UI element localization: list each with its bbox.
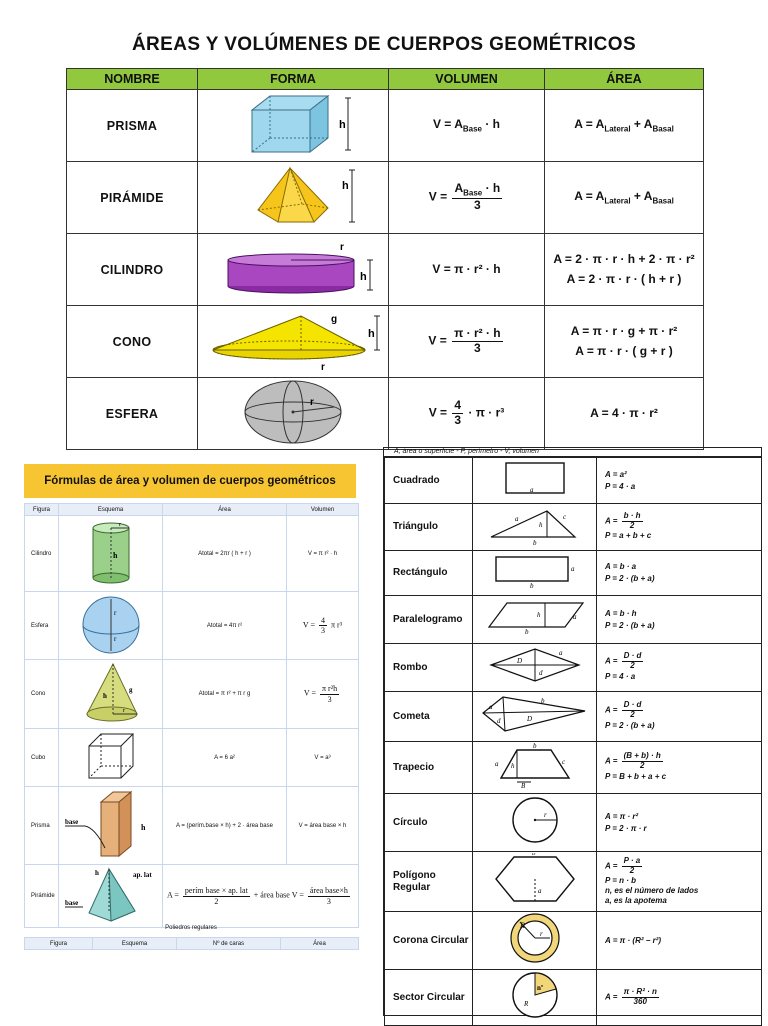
poly-perimeter: P = n · b xyxy=(605,875,637,885)
cylinder-area-line2: A = 2 · π · r · ( h + r ) xyxy=(566,271,682,286)
card-header-figura: Figura xyxy=(25,504,59,516)
cone-g-label: g xyxy=(331,314,338,325)
rect-area: A = b · a xyxy=(605,562,637,571)
cone-figure xyxy=(198,306,389,378)
shape-name: Rectángulo xyxy=(385,551,473,596)
pyramid-area-mid: + A xyxy=(630,188,653,203)
pyramid-aplat-label: ap. lat xyxy=(132,871,152,879)
trap-h-label: h xyxy=(510,762,514,770)
table-row xyxy=(385,912,762,970)
table-row xyxy=(25,865,359,928)
trap-area-lhs: A = xyxy=(605,756,618,766)
prism-h-label: h xyxy=(140,822,145,832)
sphere-volume xyxy=(389,378,545,450)
rhombus-D-label: D xyxy=(516,657,522,665)
cone-vol-fraction xyxy=(320,684,339,703)
prism-icon xyxy=(61,788,161,862)
card-sphere-vol xyxy=(287,592,359,660)
table-row xyxy=(385,742,762,794)
cone-vol-fraction xyxy=(452,327,503,356)
square-icon xyxy=(500,459,570,497)
pyramid-h-label: h xyxy=(342,180,349,192)
rect-perimeter: P = 2 · (b + a) xyxy=(605,574,655,583)
rhombus-area-den: 2 xyxy=(630,661,635,670)
cylinder-icon xyxy=(81,518,141,588)
table-row xyxy=(67,378,704,450)
trap-B-label: B xyxy=(520,782,525,788)
sphere-vol-rhs: π r³ xyxy=(331,620,343,630)
sector-area-lhs: A = xyxy=(605,992,618,1002)
formula-card xyxy=(24,464,358,950)
shape-name: Corona Circular xyxy=(385,912,473,970)
cylinder-area xyxy=(545,234,704,306)
kite-formulas xyxy=(597,692,762,742)
table-row xyxy=(385,596,762,644)
sphere-area: A = 4 · π · r² xyxy=(545,378,704,450)
square-a-label: a xyxy=(529,486,533,494)
card-fig-name: Esfera xyxy=(25,592,59,660)
table-header-row xyxy=(67,69,704,90)
table-row xyxy=(67,162,704,234)
cone-vol-den: 3 xyxy=(474,341,481,355)
rhombus-area-lhs: A = xyxy=(605,656,618,666)
parallelogram-figure xyxy=(473,596,597,644)
pyramid-area-fraction xyxy=(183,886,250,905)
square-perimeter: P = 4 · a xyxy=(605,481,636,491)
sphere-vol-den: 3 xyxy=(454,413,462,427)
card-prism-area: A = (perím.base × h) + 2 · área base xyxy=(163,787,287,865)
trap-c-label: c xyxy=(561,758,565,766)
cone-icon xyxy=(203,308,383,372)
pyramid-vol-num: área base×h xyxy=(309,886,348,896)
shape-name: Círculo xyxy=(385,794,473,852)
cone-vol-num: π r²h xyxy=(322,684,338,694)
sector-R-label: R xyxy=(523,1000,528,1008)
trap-a-label: a xyxy=(494,760,498,768)
card-cube-area: A = 6 a² xyxy=(163,729,287,787)
cone-vol-lhs: V = xyxy=(428,333,447,348)
solid-name: CILINDRO xyxy=(67,234,198,306)
pyramid-vol-num-sub: Base xyxy=(463,188,483,198)
table-row xyxy=(385,794,762,852)
kite-figure xyxy=(473,692,597,742)
table-row xyxy=(385,458,762,504)
plane-table xyxy=(384,457,762,1026)
circle-figure xyxy=(473,794,597,852)
card-header-volumen: Volumen xyxy=(287,504,359,516)
card-cube-vol: V = a³ xyxy=(287,729,359,787)
sphere-vol-num: 4 xyxy=(321,615,326,625)
card-cube-figure xyxy=(59,729,163,787)
annulus-r-label: r xyxy=(539,930,543,938)
trap-b-label: b xyxy=(532,742,536,750)
sphere-icon xyxy=(238,379,348,445)
pyramid-base-label: base xyxy=(64,899,78,907)
sector-figure xyxy=(473,970,597,1026)
shape-name: Trapecio xyxy=(385,742,473,794)
poly-b-label: b xyxy=(531,853,535,857)
card-cone-figure xyxy=(59,660,163,729)
rhombus-icon xyxy=(485,645,585,685)
kite-D-label: D xyxy=(526,715,532,723)
sector-area-num: π · R² · n xyxy=(623,987,657,997)
circle-icon xyxy=(490,795,580,845)
shape-name: Cometa xyxy=(385,692,473,742)
square-formulas xyxy=(597,458,762,504)
cone-area-line2: A = π · r · ( g + r ) xyxy=(575,343,673,358)
sector-area-fraction xyxy=(622,988,659,1007)
circle-area: A = π · r² xyxy=(605,811,639,821)
card-table xyxy=(24,503,359,928)
polygon-formulas xyxy=(597,852,762,912)
prism-icon xyxy=(218,92,368,156)
rectangle-formulas xyxy=(597,551,762,596)
tri-area-den: 2 xyxy=(629,520,635,530)
tri-a-label: a xyxy=(514,514,518,523)
pyramid-volume xyxy=(389,162,545,234)
card-cylinder-figure xyxy=(59,516,163,592)
header-nombre: NOMBRE xyxy=(67,69,198,90)
trapezoid-figure xyxy=(473,742,597,794)
poly-table xyxy=(24,937,359,950)
cone-h-label: h xyxy=(368,328,375,340)
para-b-label: b xyxy=(524,628,528,635)
tri-area-lhs: A = xyxy=(605,516,618,526)
solid-name: CONO xyxy=(67,306,198,378)
card-cylinder-vol: V = π r² · h xyxy=(287,516,359,592)
tri-area-num: b · h xyxy=(623,510,641,520)
pyramid-area-sub1: Lateral xyxy=(604,196,631,206)
annulus-area: A = π · (R² − r²) xyxy=(597,912,762,970)
para-a-label: a xyxy=(572,613,576,621)
poly-title: Poliedros regulares xyxy=(165,925,217,931)
card-title: Fórmulas de área y volumen de cuerpos geométricos xyxy=(24,464,356,498)
header-volumen: VOLUMEN xyxy=(389,69,545,90)
sector-icon xyxy=(490,970,580,1020)
para-h-label: h xyxy=(536,611,540,619)
circle-perimeter: P = 2 · π · r xyxy=(605,823,647,833)
pyramid-area-rhs: + área base xyxy=(253,890,290,900)
tri-h-label: h xyxy=(538,520,542,529)
sphere-vol-num: 4 xyxy=(454,398,462,413)
header-forma: FORMA xyxy=(198,69,389,90)
table-row xyxy=(385,692,762,742)
sphere-vol-fraction xyxy=(319,616,327,635)
cyl-r-label: r xyxy=(118,521,121,528)
table-header-row xyxy=(25,504,359,516)
header-area: ÁREA xyxy=(545,69,704,90)
table-row xyxy=(385,504,762,551)
sphere-vol-lhs: V = xyxy=(302,620,316,630)
cylinder-volume: V = π · r² · h xyxy=(389,234,545,306)
card-sphere-area: Atotal = 4π r² xyxy=(163,592,287,660)
rect-a-label: a xyxy=(570,564,574,573)
sphere-r-label: r xyxy=(310,397,314,408)
pyramid-vol-den: 3 xyxy=(326,896,331,906)
poly-header-figura: Figura xyxy=(25,938,93,950)
rectangle-figure xyxy=(473,551,597,596)
prism-figure xyxy=(198,90,389,162)
triangle-figure xyxy=(473,504,597,551)
tri-b-label: b xyxy=(532,538,536,545)
shape-name: Cuadrado xyxy=(385,458,473,504)
annulus-figure xyxy=(473,912,597,970)
prism-area xyxy=(545,90,704,162)
card-pyramid-formulas xyxy=(163,865,359,928)
para-perimeter: P = 2 · (b + a) xyxy=(605,620,655,630)
table-row xyxy=(385,644,762,692)
cone-volume xyxy=(389,306,545,378)
square-figure xyxy=(473,458,597,504)
parallelogram-formulas xyxy=(597,596,762,644)
prism-vol-sub: Base xyxy=(462,124,482,134)
trap-area-fraction xyxy=(622,752,663,771)
cylinder-r-label: r xyxy=(340,242,344,253)
cylinder-h-label: h xyxy=(360,271,367,283)
card-prism-vol: V = área base × h xyxy=(287,787,359,865)
cone-g-label: g xyxy=(128,686,132,694)
kite-d-label: d xyxy=(496,717,500,725)
trap-area-den: 2 xyxy=(639,761,645,770)
table-row xyxy=(25,729,359,787)
cyl-h-label: h xyxy=(112,550,117,560)
pyramid-vol-fraction xyxy=(308,886,350,905)
pyramid-icon xyxy=(218,164,368,228)
card-header-area: Área xyxy=(163,504,287,516)
poly-note-n: n, es el número de lados xyxy=(605,885,699,895)
pyramid-vol-den: 3 xyxy=(474,197,481,212)
rhombus-figure xyxy=(473,644,597,692)
shape-name: Sector Circular xyxy=(385,970,473,1026)
sphere-vol-rhs: · π · r³ xyxy=(468,405,505,420)
rhombus-area-num: D · d xyxy=(623,651,642,661)
pyramid-area-den: 2 xyxy=(214,896,219,906)
para-area: A = b · h xyxy=(605,608,637,618)
prism-h-label: h xyxy=(339,119,346,131)
kite-area-fraction xyxy=(622,701,644,720)
kite-a-label: a xyxy=(488,703,492,711)
table-row xyxy=(67,306,704,378)
pyramid-vol-num-rhs: · h xyxy=(485,181,501,196)
table-row xyxy=(67,90,704,162)
card-cone-vol xyxy=(287,660,359,729)
poly-header-caras: Nº de caras xyxy=(177,938,281,950)
annulus-icon xyxy=(490,912,580,964)
table-row xyxy=(25,660,359,729)
pyramid-vol-fraction xyxy=(452,182,502,212)
sphere-vol-den: 3 xyxy=(321,626,326,635)
cone-r-label: r xyxy=(122,708,125,714)
rectangle-icon xyxy=(490,553,580,589)
card-fig-name: Cubo xyxy=(25,729,59,787)
legend-header: A, área o superficie - P, perímetro - V, volumen xyxy=(384,448,761,457)
sphere-icon xyxy=(79,593,143,657)
table-row xyxy=(25,516,359,592)
shape-name: Triángulo xyxy=(385,504,473,551)
solid-name: PRISMA xyxy=(67,90,198,162)
cube-icon xyxy=(83,730,139,784)
pyramid-area-lhs: A = A xyxy=(574,188,605,203)
kite-area-num: D · d xyxy=(623,700,642,710)
table-row xyxy=(25,592,359,660)
poly-area-lhs: A = xyxy=(605,861,618,871)
cone-r-label: r xyxy=(321,362,325,372)
poly-header-esquema: Esquema xyxy=(93,938,177,950)
circle-r-label: r xyxy=(543,811,547,819)
tri-c-label: c xyxy=(562,512,566,521)
hexagon-icon xyxy=(490,853,580,905)
prism-area-lhs: A = A xyxy=(574,116,605,131)
poly-area-fraction xyxy=(622,857,643,876)
pyramid-vol-num: A xyxy=(454,181,464,196)
card-fig-name: Pirámide xyxy=(25,865,59,928)
table-row xyxy=(385,551,762,596)
circle-formulas xyxy=(597,794,762,852)
polygon-figure xyxy=(473,852,597,912)
annulus-R-label: R xyxy=(519,921,525,930)
prism-area-sub2: Basal xyxy=(652,124,674,134)
poly-note-a: a, es la apotema xyxy=(605,895,667,905)
sector-n-label: nº xyxy=(536,984,543,992)
cone-vol-num: π · r² · h xyxy=(454,326,501,341)
cone-area-line1: A = π · r · g + π · r² xyxy=(570,324,678,339)
pyramid-area-sub2: Basal xyxy=(652,196,674,206)
card-fig-name: Cilindro xyxy=(25,516,59,592)
cone-h-label: h xyxy=(102,692,107,700)
trapezoid-icon xyxy=(487,742,583,788)
pyramid-vol-lhs: V = xyxy=(291,890,304,900)
poly-header-area: Área xyxy=(281,938,359,950)
rhombus-area-fraction xyxy=(622,652,644,671)
cone-vol-lhs: V = xyxy=(303,688,317,698)
kite-b-label: b xyxy=(540,697,544,705)
sphere-vol-lhs: V = xyxy=(428,405,448,420)
page-title: ÁREAS Y VOLÚMENES DE CUERPOS GEOMÉTRICOS xyxy=(131,34,637,55)
kite-icon xyxy=(479,693,591,735)
sphere-figure xyxy=(198,378,389,450)
tri-perimeter: P = a + b + c xyxy=(605,531,652,541)
pyramid-area-num: perím base × ap. lat xyxy=(184,886,248,896)
prism-area-sub1: Lateral xyxy=(604,124,631,134)
prism-volume xyxy=(389,90,545,162)
tri-area-fraction xyxy=(622,512,643,531)
solid-name: ESFERA xyxy=(67,378,198,450)
card-cylinder-area: Atotal = 2πr ( h + r ) xyxy=(163,516,287,592)
sphere-r2-label: r xyxy=(113,634,116,643)
solid-name: PIRÁMIDE xyxy=(67,162,198,234)
kite-perimeter: P = 2 · (b + a) xyxy=(605,720,655,730)
trap-perimeter: P = B + b + a + c xyxy=(605,771,667,781)
kite-area-lhs: A = xyxy=(605,705,618,715)
table-row xyxy=(25,787,359,865)
shape-name: Paralelogramo xyxy=(385,596,473,644)
parallelogram-icon xyxy=(483,599,587,635)
table-row xyxy=(67,234,704,306)
sector-formulas xyxy=(597,970,762,1026)
shape-name: Polígono Regular xyxy=(385,852,473,912)
solids-table xyxy=(66,68,704,450)
rhombus-a-label: a xyxy=(558,649,562,657)
card-fig-name: Prisma xyxy=(25,787,59,865)
sphere-r1-label: r xyxy=(113,608,116,617)
shape-name: Rombo xyxy=(385,644,473,692)
pyramid-area xyxy=(545,162,704,234)
rhombus-perimeter: P = 4 · a xyxy=(605,671,636,681)
plane-figures-table xyxy=(383,447,762,1016)
trap-area-num: (B + b) · h xyxy=(623,751,661,761)
pyramid-vol-lhs: V = xyxy=(428,189,448,204)
table-row xyxy=(385,852,762,912)
trapezoid-formulas xyxy=(597,742,762,794)
cone-vol-den: 3 xyxy=(327,694,332,704)
table-row xyxy=(385,970,762,1026)
pyramid-icon xyxy=(61,865,161,925)
card-cone-area: Atotal = π r² + π r g xyxy=(163,660,287,729)
card-header-esquema: Esquema xyxy=(59,504,163,516)
pyramid-figure xyxy=(198,162,389,234)
sphere-vol-fraction xyxy=(452,399,463,428)
triangle-icon xyxy=(485,505,585,545)
prism-vol-rhs: · h xyxy=(485,116,501,131)
rect-b-label: b xyxy=(529,581,533,589)
sector-area-den: 360 xyxy=(633,997,647,1006)
poly-a-label: a xyxy=(537,887,541,895)
prism-vol-lhs: V = A xyxy=(432,116,463,131)
cone-area xyxy=(545,306,704,378)
square-area: A = a² xyxy=(605,469,627,479)
rhombus-formulas xyxy=(597,644,762,692)
card-fig-name: Cono xyxy=(25,660,59,729)
card-prism-figure xyxy=(59,787,163,865)
cylinder-icon xyxy=(208,236,378,300)
triangle-formulas xyxy=(597,504,762,551)
cylinder-area-line1: A = 2 · π · r · h + 2 · π · r² xyxy=(553,252,695,267)
prism-base-label: base xyxy=(64,817,78,826)
cone-icon xyxy=(79,660,143,726)
poly-area-den: 2 xyxy=(629,866,635,875)
pyramid-area-lhs: A = xyxy=(167,890,179,900)
card-pyramid-figure xyxy=(59,865,163,928)
card-sphere-figure xyxy=(59,592,163,660)
poly-area-num: P · a xyxy=(623,856,641,866)
table-header-row xyxy=(25,938,359,950)
rhombus-d-label: d xyxy=(538,669,542,677)
prism-area-mid: + A xyxy=(630,116,653,131)
cylinder-figure xyxy=(198,234,389,306)
pyramid-h-label: h xyxy=(94,869,99,877)
kite-area-den: 2 xyxy=(630,710,635,719)
